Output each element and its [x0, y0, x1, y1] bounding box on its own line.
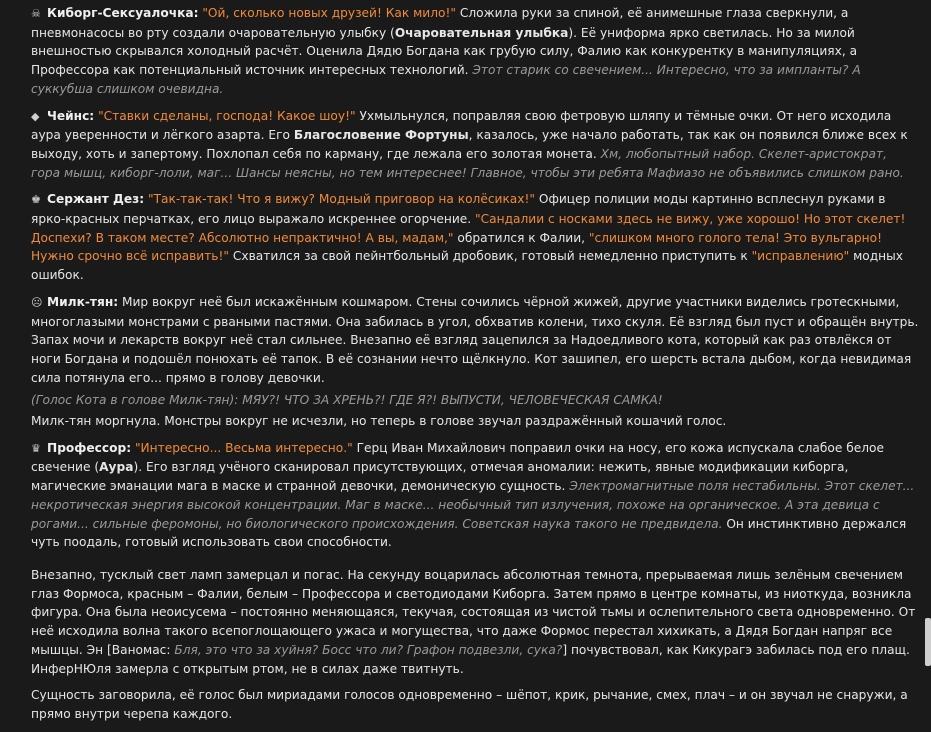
narration: Схватился за свой пейнтбольный дробовик, готовый немедленно приступить к	[228, 249, 752, 264]
paragraph-entity-speaks	[31, 686, 919, 723]
paragraph-sergeant	[31, 190, 919, 285]
narration: ] почувствовал, как Кикурагэ забилась под его плащ. ИнферНЮля замерла с открытым ртом, не в силах даже твитнуть.	[31, 642, 910, 676]
narration: Он инстинктивно держался чуть поодаль, готовый использовать свои способности.	[31, 516, 907, 550]
dialogue-quote: "слишком много голого тела! Это вульгарно! Нужно срочно всё исправить!"	[31, 230, 882, 264]
narration: ). Её униформа ярко светилась. Но за милой внешностью скрывался холодный расчёт. Оценила Дядю Богдана как грубую силу, Фалию как конкурентку в манипуляциях, а Профессора как потенциальный источник интересных технологий.	[31, 25, 858, 78]
skull-icon: ☠	[31, 7, 41, 20]
speaker-name: Сержант Дез:	[47, 192, 145, 207]
inner-thought: Этот старик со свечением... Интересно, что за импланты? А суккубша слишком очевидна.	[31, 63, 861, 96]
speaker-name: Киборг-Сексуалочка:	[47, 6, 199, 20]
inner-thought: Бля, это что за хуйня? Босс что ли? Графон подвезли, сука?	[174, 642, 563, 657]
speaker-name: Профессор:	[47, 440, 132, 455]
narration: обратился к Фалии,	[453, 230, 589, 245]
inner-thought: Электромагнитные поля нестабильны. Этот скелет... некротическая энергия высокой концентрации. Маг в маске... необычный тип излучения, похоже на органическое. А эта девица с рогами... сильные феромоны, но биологического происхождения. Советская наука такого не предвидела.	[31, 479, 915, 531]
paragraph-chains	[31, 107, 919, 183]
narration: Офицер полиции моды картинно всплеснул руками в ярко-красных перчатках, его лицо выражало искреннее огорчение.	[31, 192, 886, 227]
speaker-name: Милк-тян:	[47, 294, 119, 309]
paragraph-entity-appears	[31, 566, 919, 678]
dialogue-quote: "Ставки сделаны, господа! Какое шоу!"	[98, 108, 356, 123]
narration: ). Его взгляд учёного сканировал присутствующих, отмечая аномалии: нежить, явные модификации киборга, магические эманации мага в маске и странной девочки, демоническую сущность.	[31, 460, 849, 494]
narration: Сложила руки за спиной, её анимешные глаза сверкнули, а пневмонасосы во рту создали очаровательную улыбку (	[31, 6, 849, 40]
narration: Внезапно, тусклый свет ламп замерцал и погас. На секунду воцарилась абсолютная темнота, прерываемая лишь зелёным свечением глаз Формоса, красным – Фалии, белым – Профессора и светодиодами Киборга. Затем прямо в центре комнаты, из ниоткуда, возникла фигура. Она была неоисусема – постоянно меняющаяся, текучая, состоящая из чистой тьмы и ослепительного света одновременно. От неё исходила волна такого всепоглощающего ужаса и могущества, что даже Формос перестал хихикать, а Дядя Богдан напряг все мышцы. Эн [Ваномас:	[31, 567, 916, 657]
scrollbar-thumb[interactable]	[925, 618, 931, 666]
dizzy-face-icon: ☹	[31, 295, 43, 309]
officer-icon: ♚	[31, 193, 41, 207]
chat-message-body	[31, 4, 919, 732]
narration: модных ошибок.	[31, 249, 903, 283]
paragraph-milk	[31, 293, 919, 431]
narration: Милк-тян моргнула. Монстры вокруг не исчезли, но теперь в голове звучал раздражённый кошачий голос.	[31, 414, 727, 429]
speaker-name: Чейнс:	[47, 108, 95, 123]
paragraph-cyborg	[31, 4, 919, 99]
ability-name: Очаровательная улыбка	[394, 25, 569, 40]
dialogue-quote: "Сандалии с носками здесь не вижу, уже хорошо! Но этот скелет! Доспехи? В таком месте? Абсолютно непрактично! А вы, мадам,"	[31, 212, 906, 245]
paragraph-professor	[31, 439, 919, 552]
ability-name: Благословение Фортуны	[293, 128, 469, 143]
narration: Мир вокруг неё был искажённым кошмаром. Стены сочились чёрной жижей, другие участники виделись гротескными, многоглазыми монстрами с рваными пастями. Она забилась в угол, обхватив колени, тихо скуля. Её взгляд был пуст и обращён внутрь. Запах мочи и лекарств вокруг неё стал сильнее. Внезапно её взгляд зацепился за Надоедливого кота, который как раз отвлёкся от ноги Богдана и подошёл понюхать её тапок. В её сознании нечто щёлкнуло. Кот зашипел, его шерсть встала дыбом, когда невидимая сила потянула его... прямо в голову девочки.	[31, 294, 919, 385]
narration: , казалось, уже начало работать, так как он появился ближе всех к выходу, хоть и запертому. Похлопал себя по карману, где лежала его золотая монета.	[31, 128, 908, 161]
narration: Сущность заговорила, её голос был мириадами голосов одновременно – шёпот, крик, рычание, смех, плач – и он звучал не снаружи, а прямо внутри черепа каждого.	[31, 688, 908, 721]
ability-name: Аура	[99, 460, 134, 475]
dialogue-quote: "Так-так-так! Что я вижу? Модный приговор на колёсиках!"	[147, 192, 535, 207]
scientist-icon: ♛	[31, 441, 41, 455]
tophat-icon: ◆	[31, 109, 40, 123]
narration: Ухмыльнулся, поправляя свою фетровую шляпу и тёмные очки. От него исходила аура уверенности и лёгкого азарта. Его	[31, 108, 892, 143]
dialogue-quote: "Ой, сколько новых друзей! Как мило!"	[202, 6, 456, 20]
narration: Герц Иван Михайлович поправил очки на носу, его кожа испускала слабое белое свечение (	[31, 440, 884, 475]
cat-voice-line: (Голос Кота в голове Милк-тян): МЯУ?! ЧТО ЗА ХРЕНЬ?! ГДЕ Я?! ВЫПУСТИ, ЧЕЛОВЕЧЕСКАЯ САМКА!	[31, 393, 663, 408]
dialogue-quote: "исправлению"	[751, 249, 850, 264]
inner-thought: Хм, любопытный набор. Скелет-аристократ, гора мышц, киборг-лоли, маг... Шансы неясны, но тем интереснее! Главное, чтобы эти ребята Мафиазо не объявились слишком рано.	[31, 146, 904, 180]
dialogue-quote: "Интересно... Весьма интересно."	[134, 440, 353, 455]
